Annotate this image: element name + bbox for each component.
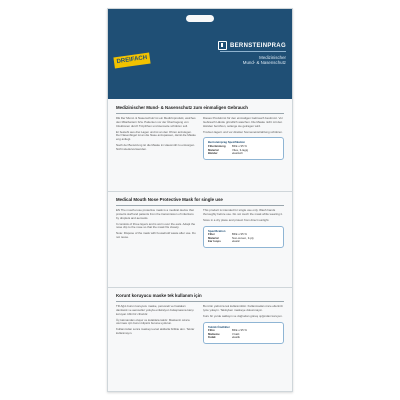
paragraph: EN The mouth-nose protective mask is a medical device that protects staff and patients from the transmission of infections by droplets and aerosols. — [116, 208, 194, 220]
spec-key: Kulak — [208, 335, 216, 340]
infobox-title: Teknik Özellikler — [208, 324, 230, 329]
spec-value: 3 katlı — [232, 331, 240, 336]
spec-key: Filtre — [208, 328, 215, 333]
paragraph: TR Ağız-burun koruyucu maske, personeli ve hastaları damlacık ve aerosoller yoluyla enfeksiyon bulaşmasına karşı koruyan tıbbi bir cihazdır. — [116, 304, 194, 316]
section-columns — [116, 305, 284, 344]
brand-name: BERNSTEINPRAG — [230, 42, 286, 49]
spec-row — [208, 336, 279, 340]
right-column — [203, 117, 284, 160]
spec-key: Filter — [208, 232, 215, 237]
card-header — [108, 9, 292, 99]
spec-row — [208, 152, 279, 156]
section-rule — [116, 113, 284, 114]
right-column — [203, 305, 284, 344]
section-title: Medizinischer Mund- & Nasenschutz zum einmaligen Gebrauch — [116, 105, 248, 110]
section-columns — [116, 209, 284, 248]
section-columns — [116, 117, 284, 160]
spec-value: elastisch — [232, 151, 243, 156]
spec-value: BFE ≥ 95 % — [232, 328, 247, 333]
spec-infobox — [203, 322, 284, 344]
left-column — [116, 117, 197, 160]
brand-logo-icon — [218, 41, 227, 50]
spec-key: Ear loops — [208, 239, 221, 244]
paragraph: Nach der Benutzung ist die Maske im Hausmüll zu entsorgen. Nicht wiederverwenden. — [116, 143, 196, 151]
paragraph: Üç katmandan oluşur ve kulaklara takılır. Maskenin sıkıca oturması için burun klipsini buruna uydurun. — [116, 317, 190, 326]
left-column — [116, 305, 197, 344]
badge: DREIFACH — [113, 53, 150, 69]
spec-infobox — [203, 137, 284, 159]
spec-value: BFE ≥ 95 % — [232, 144, 247, 149]
paragraph: Er besteht aus drei Lagen und ist an den Ohren anzulegen. Der Nasenbügel ist an die Nase anzupassen, damit die Maske eng anliegt. — [116, 129, 196, 142]
infobox-title: Bernsteinprag Spezifikation — [208, 140, 245, 145]
paragraph: Note: Dispose of the mask with household waste after use. Do not reuse. — [116, 231, 196, 240]
spec-key: Filterleistung — [208, 144, 226, 149]
paragraph: Dieses Produkt ist für den einmaligen Gebrauch bestimmt. Vor Gebrauch Hände gründlich waschen. Die Maske nicht mit den Händen berühren, solange sie getragen wird. — [203, 116, 283, 128]
section-separator — [108, 191, 292, 192]
spec-key: Material — [208, 147, 219, 152]
paragraph: Trocken lagern und vor direkter Sonneneinstrahlung schützen. — [203, 129, 283, 134]
spec-key: Malzeme — [208, 331, 220, 336]
paragraph: Bu ürün yalnızca tek kullanımlıktır. Kullanmadan önce ellerinizi iyice yıkayın. Takılıyken maskeye dokunmayın. — [203, 304, 283, 312]
paragraph: DE Der Mund- & Nasenschutz ist ein Medizinprodukt, welches den Mitarbeitern bzw. Patienten vor der Übertragung von Infektionen durch Tröpfchen und Aerosole schützen soll. — [116, 116, 196, 128]
spec-value: elastik — [232, 335, 240, 340]
spec-value: BFE ≥ 95 % — [232, 232, 247, 237]
left-column — [116, 209, 197, 248]
hang-hole — [186, 15, 214, 22]
section-rule — [116, 205, 284, 206]
spec-key: Material — [208, 235, 219, 240]
header-subtitle — [220, 55, 286, 65]
spec-key: Bänder — [208, 151, 218, 156]
section-tr — [116, 293, 284, 344]
section-de — [116, 105, 284, 160]
paragraph: This product is intended for single use only. Wash hands thoroughly before use. Do not touch the mask while wearing it. — [203, 208, 283, 216]
infobox-title: Specification — [208, 228, 226, 233]
spec-value: Non-woven, 3-ply — [232, 235, 254, 240]
section-rule — [116, 301, 284, 302]
product-card — [107, 8, 293, 392]
subtitle-line: Medizinischer — [259, 55, 286, 60]
spec-row — [208, 240, 279, 244]
paragraph: Kuru bir yerde saklayın ve doğrudan güneş ışığından koruyun. — [203, 313, 283, 318]
paragraph: Store in a dry place and protect from direct sunlight. — [203, 217, 270, 222]
section-en — [116, 197, 284, 248]
section-title: Medical Mouth Nose Protective Mask for single use — [116, 197, 223, 202]
brand — [218, 41, 288, 50]
spec-infobox — [203, 226, 284, 248]
section-title: Korunt koruyucu maske tek kullanım için — [116, 293, 202, 298]
paragraph: It consists of three layers and is worn over the ears. Adapt the nose clip to the nose so that the mask fits closely. — [116, 221, 196, 230]
subtitle-line: Mund- & Nasenschutz — [242, 60, 286, 65]
right-column — [203, 209, 284, 248]
header-divider — [220, 51, 286, 52]
spec-value: elastic — [232, 239, 240, 244]
paragraph: Kullanımdan sonra maskeyi evsel atıklarla birlikte atın. Tekrar kullanmayın. — [116, 327, 195, 336]
spec-value: Vlies, 3-lagig — [232, 147, 249, 152]
section-separator — [108, 287, 292, 288]
